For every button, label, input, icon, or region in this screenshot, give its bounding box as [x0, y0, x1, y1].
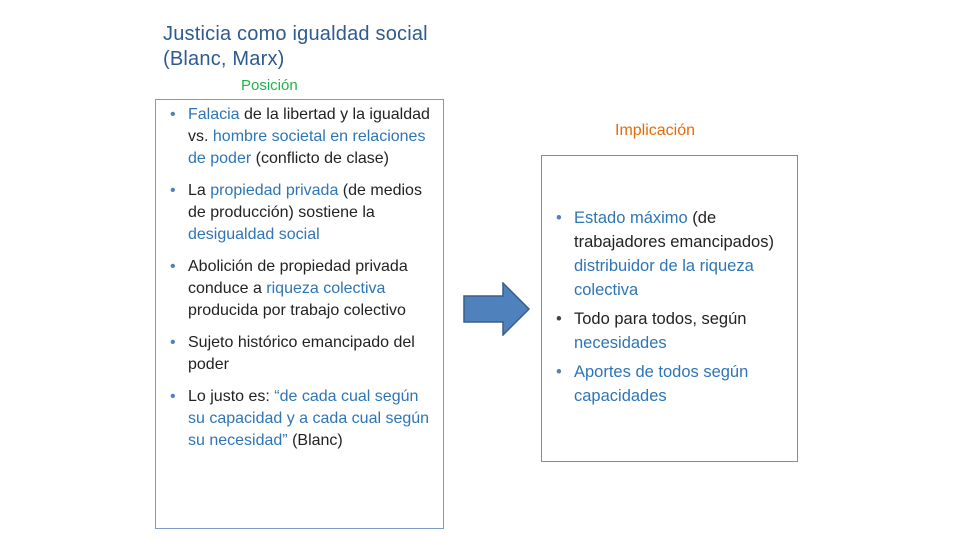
implication-text: Estado máximo: [574, 209, 688, 227]
position-item: [170, 386, 438, 452]
bullet-icon: •: [170, 334, 176, 351]
position-text: (de medios de producción) sostiene la: [188, 182, 422, 221]
title-line-2: (Blanc, Marx): [163, 48, 285, 70]
position-text: hombre societal en relaciones de poder: [188, 128, 426, 167]
position-item: [170, 104, 438, 170]
bullet-icon: •: [556, 310, 562, 328]
bullet-icon: •: [170, 106, 176, 123]
title-line-1: Justicia como igualdad social: [163, 23, 428, 45]
position-text: riqueza colectiva: [266, 280, 386, 297]
implication-list: [556, 206, 796, 413]
bullet-icon: •: [556, 363, 562, 381]
bullet-icon: •: [170, 258, 176, 275]
position-text: Lo justo es:: [188, 388, 275, 405]
position-text: producida por trabajo colectivo: [188, 302, 406, 319]
position-text: La: [188, 182, 211, 199]
implication-heading: Implicación: [615, 122, 696, 139]
position-text: “de cada cual según su capacidad y a cada cual según su necesidad”: [188, 388, 430, 449]
position-text: (conflicto de clase): [251, 150, 390, 167]
implication-text: Todo para todos, según: [574, 310, 747, 328]
bullet-icon: •: [170, 182, 176, 199]
position-text: desigualdad social: [188, 226, 320, 243]
position-heading: Posición: [241, 77, 298, 94]
bullet-icon: •: [556, 209, 562, 227]
position-list: [170, 104, 438, 462]
implication-text: (de trabajadores emancipados): [574, 209, 774, 251]
position-text: (Blanc): [287, 432, 343, 449]
position-text: Sujeto histórico emancipado del poder: [188, 334, 415, 373]
implication-item: [556, 360, 796, 408]
position-text: Falacia: [188, 106, 240, 123]
position-text: Abolición de propiedad privada conduce a: [188, 258, 408, 297]
slide-title: [163, 22, 428, 72]
right-arrow-icon: [463, 282, 531, 336]
position-text: de la libertad y la igualdad vs.: [188, 106, 430, 145]
implication-item: [556, 307, 796, 355]
position-item: [170, 180, 438, 246]
bullet-icon: •: [170, 388, 176, 405]
implication-text: distribuidor de la riqueza colectiva: [574, 257, 754, 299]
implication-text: necesidades: [574, 334, 667, 352]
position-item: [170, 256, 438, 322]
implication-text: Aportes de todos según capacidades: [574, 363, 749, 405]
position-text: propiedad privada: [210, 182, 339, 199]
position-item: [170, 332, 438, 376]
implication-item: [556, 206, 796, 302]
